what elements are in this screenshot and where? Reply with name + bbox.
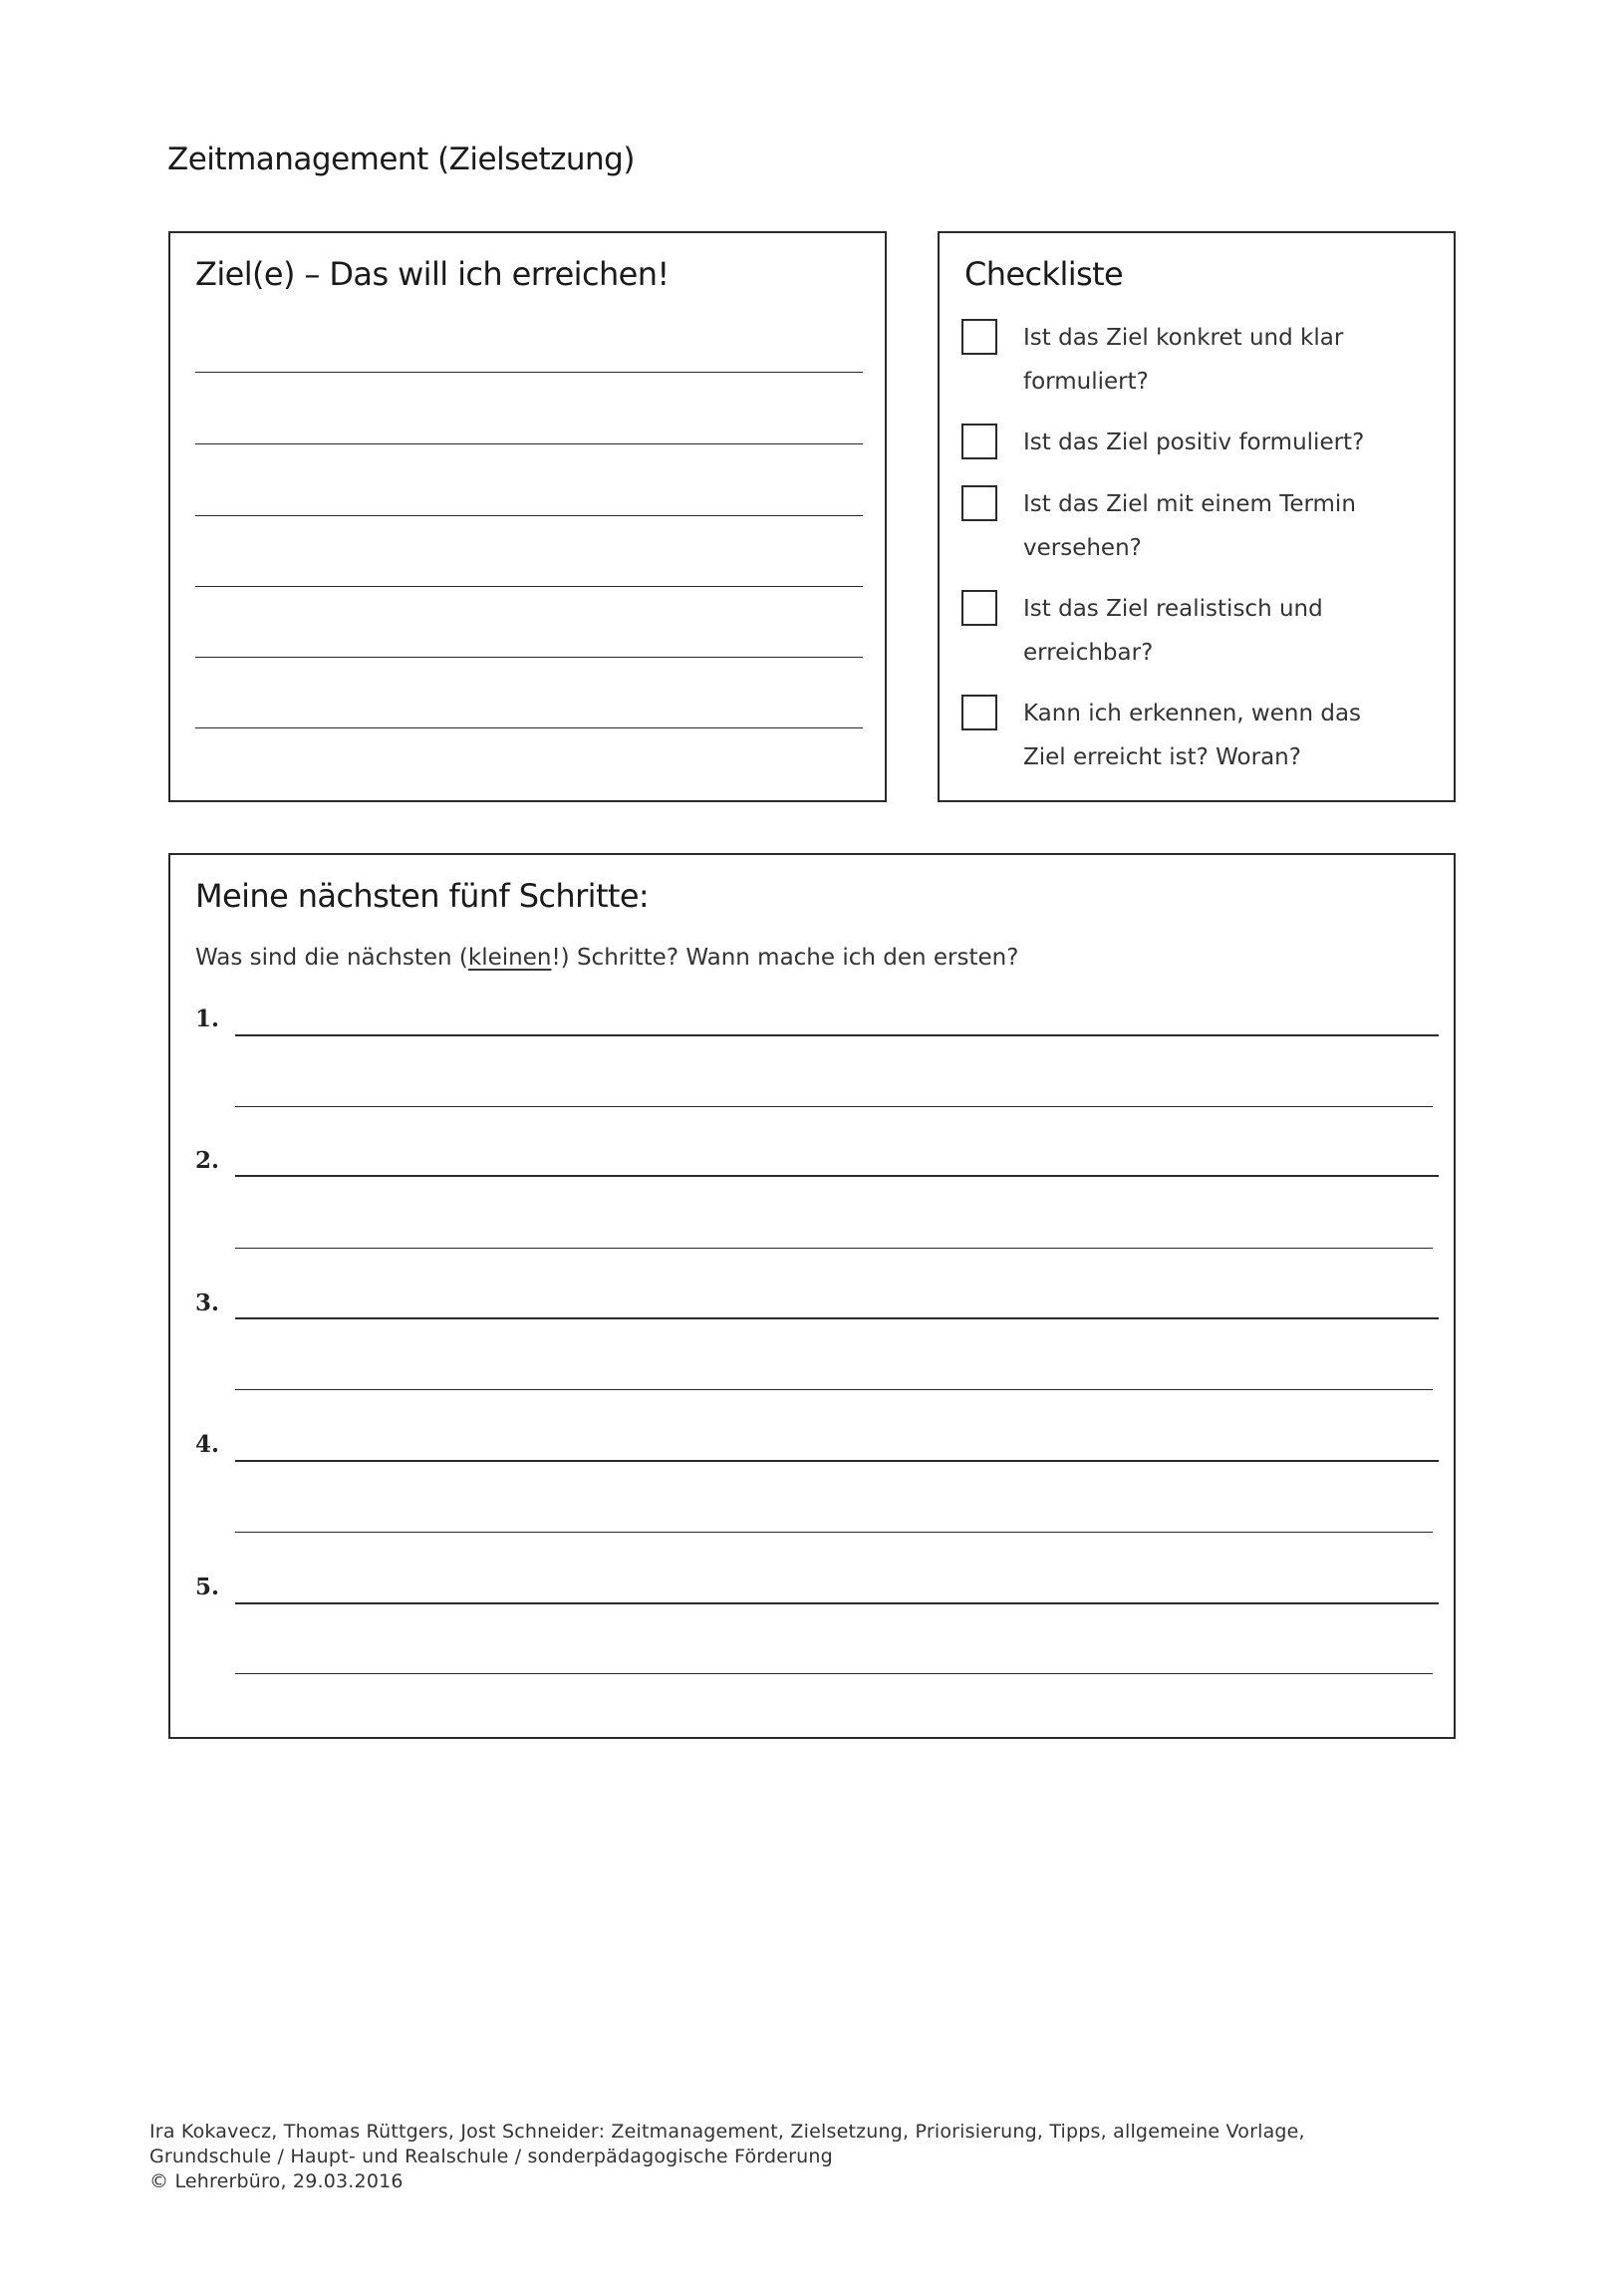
step-1-line-2[interactable] [235, 1106, 1433, 1107]
checklist-box [938, 231, 1456, 802]
checklist-item-3: Ist das Ziel mit einem Termin versehen? [1023, 491, 1356, 561]
footer-credits [149, 2120, 1305, 2194]
step-number-1: 1. [195, 1005, 220, 1032]
steps-title: Meine nächsten fünf Schritte: [195, 877, 650, 915]
footer-line-2: Grundschule / Haupt- und Realschule / sonderpädagogische Förderung [149, 2146, 833, 2167]
goal-write-line[interactable] [195, 657, 863, 658]
footer-line-3: © Lehrerbüro, 29.03.2016 [149, 2170, 404, 2192]
checklist-item-4: Ist das Ziel realistisch und erreichbar? [1023, 596, 1323, 666]
checklist-item-2: Ist das Ziel positiv formuliert? [1023, 430, 1365, 455]
checklist-checkbox-3[interactable] [961, 485, 997, 521]
checklist-checkbox-2[interactable] [961, 424, 997, 459]
checklist-item-1: Ist das Ziel konkret und klar formuliert? [1023, 325, 1344, 395]
goal-write-line[interactable] [195, 727, 863, 728]
step-number-2: 2. [195, 1147, 220, 1174]
step-3-line[interactable] [235, 1317, 1439, 1319]
goal-write-line[interactable] [195, 586, 863, 587]
footer-line-1: Ira Kokavecz, Thomas Rüttgers, Jost Schneider: Zeitmanagement, Zielsetzung, Priorisierung, Tipps, allgemeine Vorlage, [149, 2121, 1305, 2143]
step-5-line[interactable] [235, 1602, 1439, 1604]
step-3-line-2[interactable] [235, 1389, 1433, 1390]
goal-write-line[interactable] [195, 443, 863, 444]
step-4-line-2[interactable] [235, 1532, 1433, 1533]
step-4-line[interactable] [235, 1460, 1439, 1462]
goal-box-title: Ziel(e) – Das will ich erreichen! [195, 255, 670, 293]
steps-box [168, 853, 1456, 1739]
step-number-4: 4. [195, 1431, 220, 1458]
steps-hint: Was sind die nächsten (kleinen!) Schritte? Wann mache ich den ersten? [195, 945, 1019, 971]
step-2-line[interactable] [235, 1175, 1439, 1177]
checklist-item-5: Kann ich erkennen, wenn das Ziel erreicht ist? Woran? [1023, 701, 1362, 770]
checklist-checkbox-5[interactable] [961, 695, 997, 730]
step-1-line[interactable] [235, 1034, 1439, 1036]
step-number-5: 5. [195, 1574, 220, 1600]
checklist-checkbox-1[interactable] [961, 319, 997, 355]
goal-box [168, 231, 887, 802]
step-5-line-2[interactable] [235, 1673, 1433, 1674]
step-2-line-2[interactable] [235, 1248, 1433, 1249]
step-number-3: 3. [195, 1290, 220, 1316]
goal-write-line[interactable] [195, 372, 863, 373]
checklist-title: Checkliste [964, 255, 1124, 293]
page-title: Zeitmanagement (Zielsetzung) [167, 142, 635, 177]
goal-write-line[interactable] [195, 515, 863, 516]
checklist-checkbox-4[interactable] [961, 590, 997, 626]
